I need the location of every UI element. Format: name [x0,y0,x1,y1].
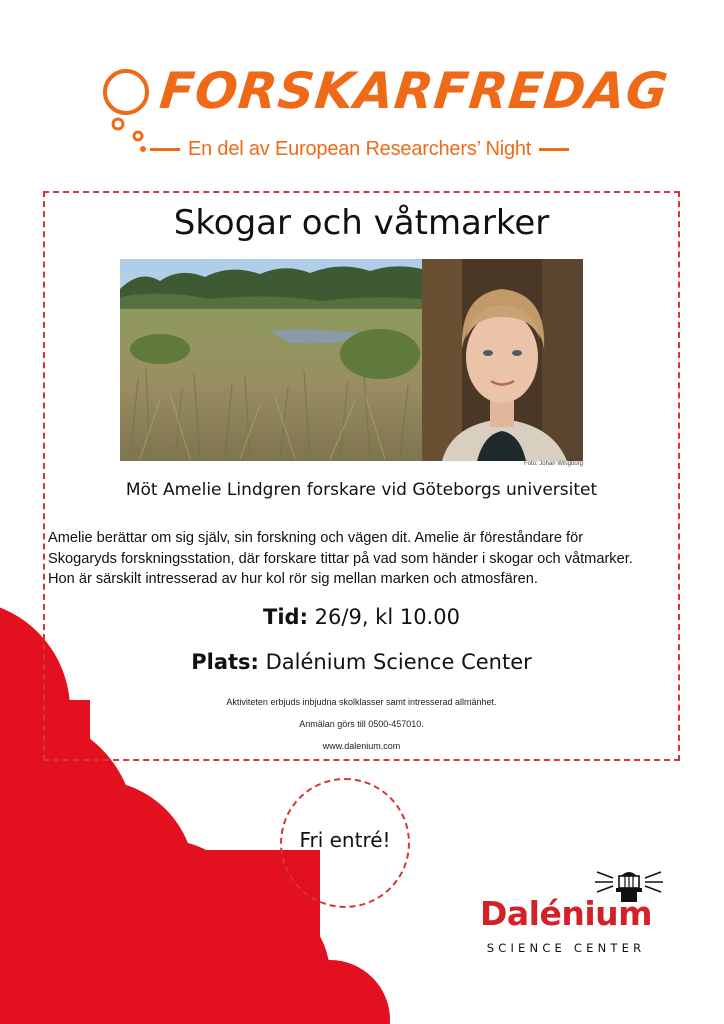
description-line: Amelie berättar om sig själv, sin forskning och vägen dit. Amelie är föreståndare för [48,530,584,546]
logo-rule-left [150,148,180,151]
wetland-photo [120,259,422,461]
registration-note: Anmälan görs till 0500-457010. [299,719,424,729]
logo-rule-right [539,148,569,151]
portrait-photo [422,259,583,461]
dalenium-logo-subtitle: SCIENCE CENTER [486,941,646,955]
audience-note: Aktiviteten erbjuds inbjudna skolklasser samt intresserad allmänhet. [226,697,497,707]
dalenium-logo-name: Dalénium [479,894,653,933]
event-description [48,528,678,590]
logo-subtitle-row [150,138,590,161]
logo-subtitle: En del av European Researchers’ Night [188,138,532,160]
photo-credit: Foto: Johan Wingborg [523,461,583,467]
time-value: 26/9, kl 10.00 [307,605,460,629]
description-line: Hon är särskilt intresserad av hur kol rör sig mellan marken och atmosfären. [48,571,538,587]
event-place [43,650,680,674]
description-line: Skogaryds forskningsstation, där forskare tittar på vad som händer i skogar och våtmarker. [48,550,633,567]
event-title: Skogar och våtmarker [173,203,550,243]
forskarfredag-logo-title: FORSKARFREDAG [156,62,672,120]
time-label: Tid: [263,605,308,629]
speaker-intro: Möt Amelie Lindgren forskare vid Göteborgs universitet [125,480,598,500]
event-time [43,605,680,629]
place-label: Plats: [191,650,259,674]
free-entry-text: Fri entré! [299,828,391,852]
website-link[interactable]: www.dalenium.com [322,741,401,751]
place-value: Dalénium Science Center [258,650,532,674]
